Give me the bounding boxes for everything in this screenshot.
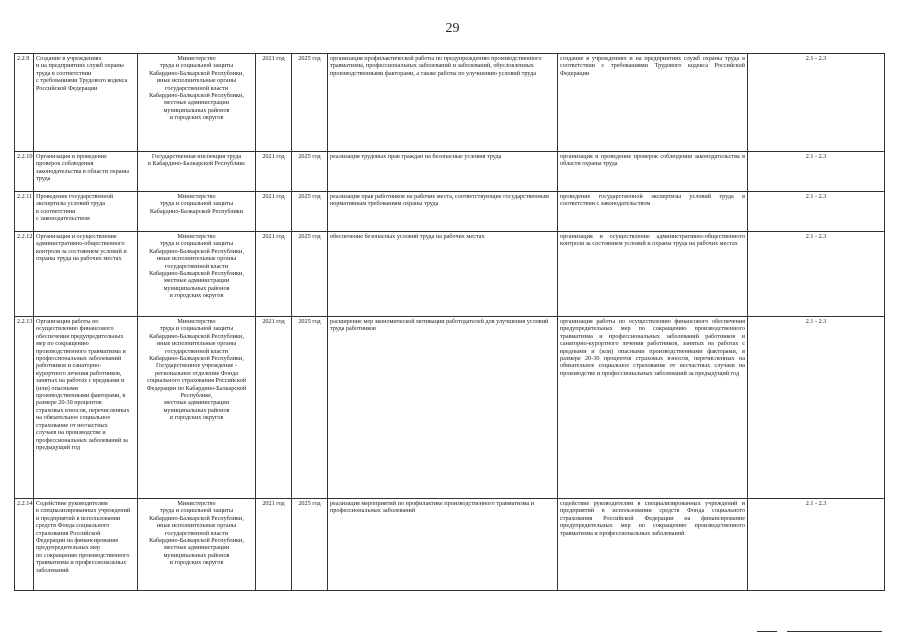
measure-end-year: 2025 год [292, 152, 328, 192]
measure-start-year: 2021 год [256, 54, 292, 152]
measure-start-year: 2021 год [256, 232, 292, 317]
measure-number: 2.2.11 [15, 192, 34, 232]
measure-name: Проведение государственной экспертизы условий труда в соответствии с законодательством [34, 192, 138, 232]
measure-connection: проведение государственной экспертизы условий труда в соответствии с законодательством [558, 192, 748, 232]
footer-rule-short [757, 631, 777, 632]
table-row [15, 499, 885, 591]
measure-indicators: 2.1 - 2.3 [748, 232, 885, 317]
measure-indicators: 2.1 - 2.3 [748, 152, 885, 192]
measure-end-year: 2025 год [292, 317, 328, 499]
measure-name: Организация работы по осуществлению финансового обеспечения предупредительных мер по сокращению производственного травматизма и профессиональных заболеваний работников и санаторно- курортного лечения работников, занятых на работах с вредными и (или) опасными производственными факторами, в размере 20-30 процентов страховых взносов, перечисленных на обязательное социальное страхование от несчастных случаев на производстве и профессиональных заболеваний за предыдущий год [34, 317, 138, 499]
measure-start-year: 2021 год [256, 152, 292, 192]
page-number: 29 [445, 21, 460, 36]
measure-expected-result: организация профилактической работы по предупреждению производственного травматизма, профессиональных заболеваний и заболеваний, обусловленных производственными факторами, а также работы по улучшению условий труда [328, 54, 558, 152]
table-row [15, 232, 885, 317]
measure-expected-result: реализация трудовых прав граждан на безопасные условия труда [328, 152, 558, 192]
measure-indicators: 2.1 - 2.3 [748, 317, 885, 499]
measure-expected-result: реализация прав работников на рабочие места, соответствующие государственным нормативным требованиям охраны труда [328, 192, 558, 232]
measure-number: 2.2.12 [15, 232, 34, 317]
measure-executor: Государственная инспекция труда в Кабардино-Балкарской Республике [138, 152, 256, 192]
measure-number: 2.2.14 [15, 499, 34, 591]
measure-end-year: 2025 год [292, 232, 328, 317]
measure-name: Организация и осуществление административно-общественного контроля за состоянием условий и охраны труда на рабочих местах [34, 232, 138, 317]
measure-executor: Министерство труда и социальной защиты Кабардино-Балкарской Республики [138, 192, 256, 232]
measure-indicators: 2.1 - 2.3 [748, 54, 885, 152]
table-row [15, 54, 885, 152]
measure-executor: Министерство труда и социальной защиты Кабардино-Балкарской Республики, иные исполнительные органы государственной власти Кабардино-Балкарской Республики, местные администрации муниципальных районов и городских округов [138, 54, 256, 152]
measure-number: 2.2.9 [15, 54, 34, 152]
measure-start-year: 2021 год [256, 192, 292, 232]
measure-end-year: 2025 год [292, 499, 328, 591]
table-row [15, 152, 885, 192]
measure-name: Организация и проведение проверок соблюдения законодательства в области охраны труда [34, 152, 138, 192]
measure-expected-result: реализация мероприятий по профилактике производственного травматизма и профессиональных заболеваний [328, 499, 558, 591]
table-row [15, 192, 885, 232]
measure-number: 2.2.13 [15, 317, 34, 499]
measure-executor: Министерство труда и социальной защиты Кабардино-Балкарской Республики, иные исполнительные органы государственной власти Кабардино-Балкарской Республики, местные администрации муниципальных районов и городских округов [138, 499, 256, 591]
table-body [15, 54, 885, 591]
measure-connection: создание в учреждениях и на предприятиях служб охраны труда в соответствии с требованиями Трудового кодекса Российской Федерации [558, 54, 748, 152]
measure-indicators: 2.1 - 2.3 [748, 499, 885, 591]
table-row [15, 317, 885, 499]
measure-executor: Министерство труда и социальной защиты Кабардино-Балкарской Республики, иные исполнительные органы государственной власти Кабардино-Балкарской Республики, местные администрации муниципальных районов и городских округов [138, 232, 256, 317]
measure-name: Создание в учреждениях и на предприятиях служб охраны труда в соответствии с требованиями Трудового кодекса Российской Федерации [34, 54, 138, 152]
measure-expected-result: расширение мер экономической мотивации работодателей для улучшения условий труда работников [328, 317, 558, 499]
measure-start-year: 2021 год [256, 317, 292, 499]
measure-end-year: 2025 год [292, 192, 328, 232]
measure-start-year: 2021 год [256, 499, 292, 591]
footer-rule-long [787, 631, 882, 632]
measure-name: Содействие руководителям в специализированных учреждений и предприятий в использовании средств Фонда социального страхования Российской Федерации на финансирование предупредительных мер по сокращению производственного травматизма и профессиональных заболеваний [34, 499, 138, 591]
measure-executor: Министерство труда и социальной защиты Кабардино-Балкарской Республики, иные исполнительные органы государственной власти Кабардино-Балкарской Республики, Государственное учреждение - региональное отделение Фонда социального страхования Российской Федерации по Кабардино-Балкарской Республике, местные администрации муниципальных районов и городских округов [138, 317, 256, 499]
measure-connection: организация и проведение проверок соблюдения законодательства в области охраны труда [558, 152, 748, 192]
measure-end-year: 2025 год [292, 54, 328, 152]
program-measures-table [14, 53, 885, 591]
measure-indicators: 2.1 - 2.3 [748, 192, 885, 232]
measure-number: 2.2.10 [15, 152, 34, 192]
measure-expected-result: обеспечение безопасных условий труда на рабочих местах [328, 232, 558, 317]
measure-connection: содействие руководителям в специализированных учреждений и предприятий в использовании средств Фонда социального страхования Российской Федерации на финансирование предупредительных мер по сокращению производственного травматизма и профессиональных заболеваний [558, 499, 748, 591]
measure-connection: организация и осуществление административно-общественного контроля за состоянием условий и охраны труда на рабочих местах [558, 232, 748, 317]
measure-connection: организация работы по осуществлению финансового обеспечения предупредительных мер по сокращению производственного травматизма и профессиональных заболеваний работников и санаторно-курортного лечения работников, занятых на работах с вредными и (или) опасными производственными факторами, в размере 20-30 процентов страховых взносов, перечисленных на обязательное социальное страхование от несчастных случаев на производстве и профессиональных заболеваний за предыдущий год [558, 317, 748, 499]
